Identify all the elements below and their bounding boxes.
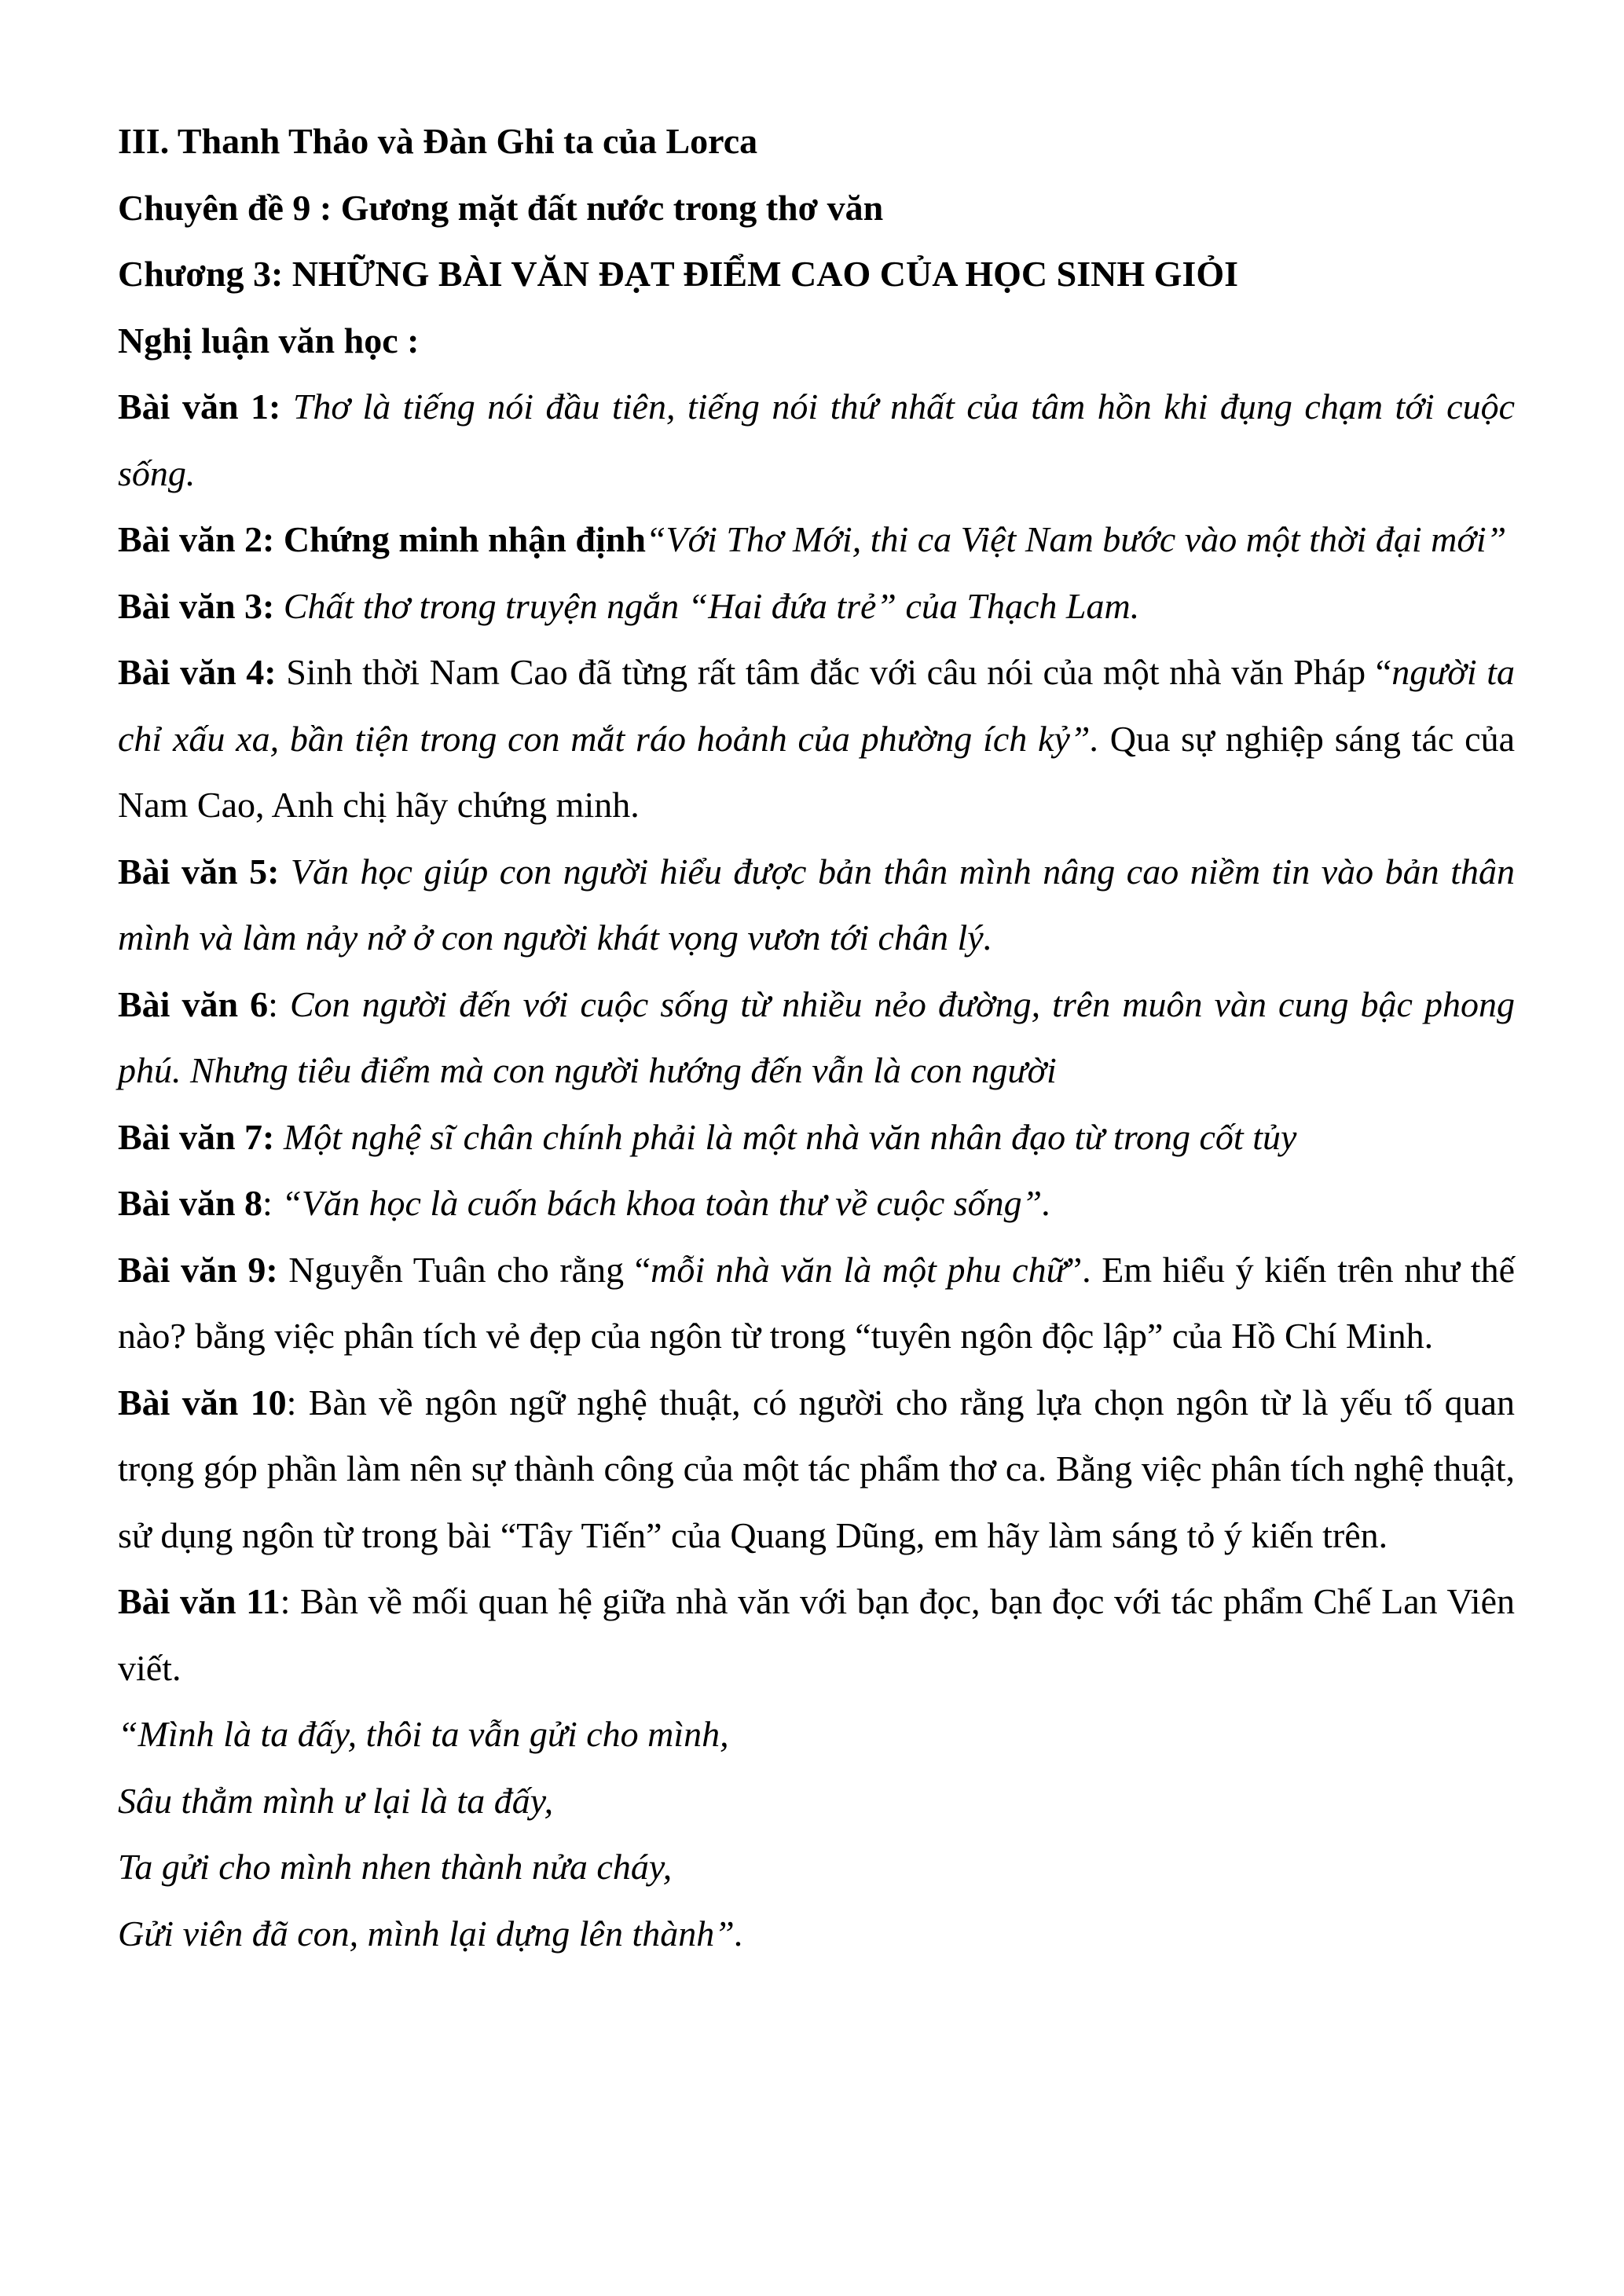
essay-6-text: Con người đến với cuộc sống từ nhiều nẻo đường, trên muôn vàn cung bậc phong phú. Nhưng tiêu điểm mà con người hướng đến vẫn là con người bbox=[118, 983, 1515, 1090]
essay-6 bbox=[118, 972, 1515, 1104]
essay-1 bbox=[118, 374, 1515, 507]
essay-3-label: Bài văn 3: bbox=[118, 585, 275, 626]
essay-10-text: : Bàn về ngôn ngữ nghệ thuật, có người cho rằng lựa chọn ngôn từ là yếu tố quan trọng góp phần làm nên sự thành công của một tác phẩm thơ ca. Bằng việc phân tích nghệ thuật, sử dụng ngôn từ trong bài “Tây Tiến” của Quang Dũng, em hãy làm sáng tỏ ý kiến trên. bbox=[118, 1382, 1515, 1555]
essay-11-text: : Bàn về mối quan hệ giữa nhà văn với bạn đọc, bạn đọc với tác phẩm Chế Lan Viên viết. bbox=[118, 1581, 1515, 1688]
poem-line-4: Gửi viên đã con, mình lại dựng lên thành”. bbox=[118, 1913, 744, 1954]
essay-10-label: Bài văn 10 bbox=[118, 1382, 287, 1423]
poem-line-1: “Mình là ta đấy, thôi ta vẫn gửi cho mình, bbox=[118, 1714, 729, 1754]
essay-5-label: Bài văn 5: bbox=[118, 851, 280, 892]
heading-chapter-3: Chương 3: NHỮNG BÀI VĂN ĐẠT ĐIỂM CAO CỦA HỌC SINH GIỎI bbox=[118, 254, 1238, 294]
essay-2-text: “Với Thơ Mới, thi ca Việt Nam bước vào một thời đại mới” bbox=[645, 519, 1507, 559]
poem-line-2: Sâu thẳm mình ư lại là ta đấy, bbox=[118, 1780, 554, 1821]
essay-7-label: Bài văn 7: bbox=[118, 1116, 275, 1157]
document-page bbox=[118, 108, 1515, 1967]
essay-9-text-after: ”. Em hiểu ý kiến trên như thế nào? bằng việc phân tích vẻ đẹp của ngôn từ trong “tuyên ngôn độc lập” của Hồ Chí Minh. bbox=[118, 1249, 1516, 1356]
essay-5-text: Văn học giúp con người hiểu được bản thân mình nâng cao niềm tin vào bản thân mình và làm nảy nở ở con người khát vọng vươn tới chân lý. bbox=[118, 851, 1515, 958]
essay-4-label: Bài văn 4: bbox=[118, 652, 277, 692]
essay-6-label: Bài văn 6 bbox=[118, 983, 269, 1024]
essay-4 bbox=[118, 639, 1515, 839]
essay-1-text: Thơ là tiếng nói đầu tiên, tiếng nói thứ nhất của tâm hồn khi đụng chạm tới cuộc sống. bbox=[118, 386, 1515, 493]
essay-6-separator: : bbox=[268, 983, 290, 1024]
essay-9 bbox=[118, 1237, 1515, 1370]
essay-10 bbox=[118, 1370, 1515, 1569]
poem-line-3: Ta gửi cho mình nhen thành nửa cháy, bbox=[118, 1847, 673, 1887]
essay-5 bbox=[118, 839, 1515, 972]
essay-4-quote: người ta chỉ xấu xa, bần tiện trong con mắt ráo hoảnh của phường ích kỷ”. bbox=[118, 652, 1515, 759]
essay-3-text: Chất thơ trong truyện ngắn “Hai đứa trẻ” của Thạch Lam. bbox=[274, 585, 1140, 626]
heading-topic-9: Chuyên đề 9 : Gương mặt đất nước trong thơ văn bbox=[118, 187, 884, 228]
essay-3 bbox=[118, 573, 1515, 640]
essay-7-text: Một nghệ sĩ chân chính phải là một nhà văn nhân đạo từ trong cốt tủy bbox=[274, 1116, 1297, 1157]
heading-literary-argument: Nghị luận văn học : bbox=[118, 320, 420, 361]
essay-11-label: Bài văn 11 bbox=[118, 1581, 280, 1621]
essay-8-label: Bài văn 8 bbox=[118, 1183, 263, 1223]
essay-8 bbox=[118, 1170, 1515, 1237]
essay-8-separator: : bbox=[262, 1183, 282, 1223]
essay-4-text-after: Qua sự nghiệp sáng tác của Nam Cao, Anh chị hãy chứng minh. bbox=[118, 718, 1515, 825]
essay-2 bbox=[118, 507, 1515, 573]
essay-1-label: Bài văn 1: bbox=[118, 386, 281, 427]
essay-11 bbox=[118, 1569, 1515, 1701]
essay-2-label: Bài văn 2: Chứng minh nhận định bbox=[118, 519, 646, 559]
essay-9-quote: mỗi nhà văn là một phu chữ bbox=[651, 1249, 1066, 1290]
essay-8-text: “Văn học là cuốn bách khoa toàn thư về cuộc sống”. bbox=[281, 1183, 1051, 1223]
essay-7 bbox=[118, 1104, 1515, 1171]
heading-section-iii: III. Thanh Thảo và Đàn Ghi ta của Lorca bbox=[118, 121, 758, 161]
essay-9-label: Bài văn 9: bbox=[118, 1249, 278, 1290]
essay-9-text-before: Nguyễn Tuân cho rằng “ bbox=[277, 1249, 651, 1290]
essay-4-text-before: Sinh thời Nam Cao đã từng rất tâm đắc với câu nói của một nhà văn Pháp “ bbox=[276, 652, 1392, 692]
